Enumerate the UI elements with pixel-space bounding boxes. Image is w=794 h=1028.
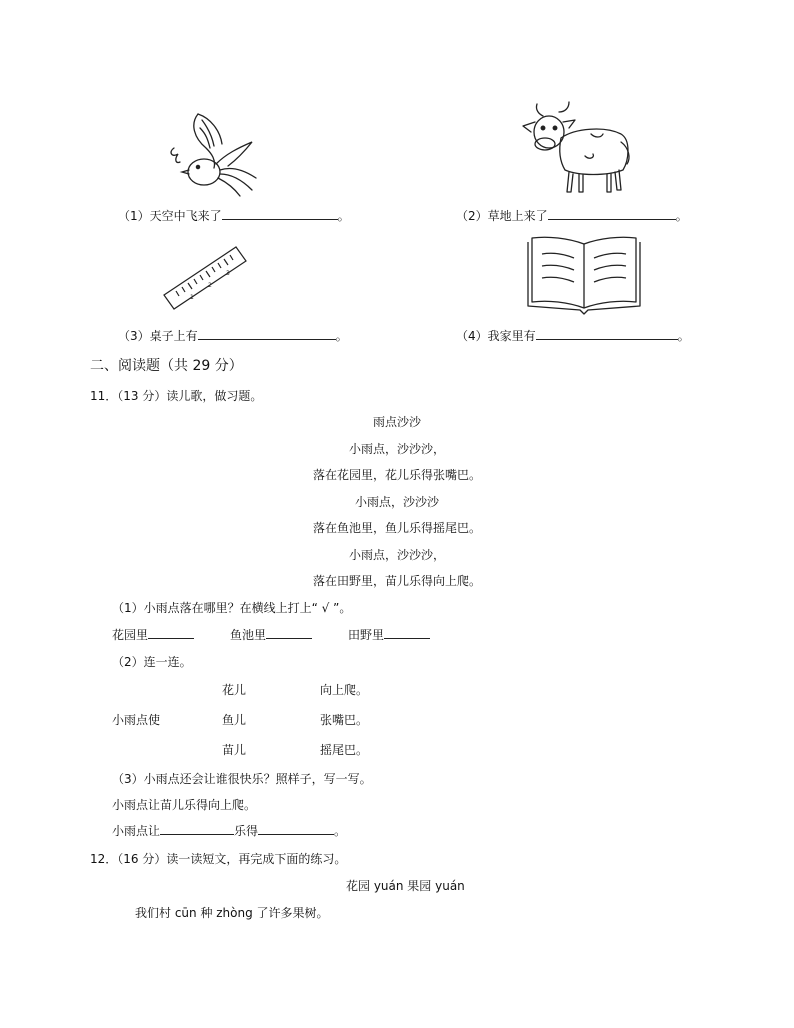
question-prompt: 草地上来了 (487, 209, 548, 223)
book-icon (524, 232, 644, 316)
picture-question-3: （3）桌子上有 。 (118, 329, 348, 343)
svg-text:1: 1 (190, 294, 194, 301)
svg-text:2: 2 (208, 282, 212, 289)
poem-title: 雨点沙沙 (372, 415, 421, 429)
answer-blank[interactable] (222, 208, 338, 220)
match-right-item[interactable]: 向上爬。 (320, 683, 369, 697)
svg-text:3: 3 (226, 270, 230, 277)
answer-blank[interactable] (536, 328, 678, 340)
match-left-item[interactable]: 花儿 (222, 683, 247, 697)
option-garden: 花园里 (112, 626, 194, 643)
answer-blank[interactable] (160, 823, 234, 835)
match-right-item[interactable]: 张嘴巴。 (320, 713, 369, 727)
sub-question-1-prompt: （1）小雨点落在哪里？在横线上打上“ √ ”。 (112, 601, 352, 615)
poem-line: 小雨点，沙沙沙 (354, 495, 439, 509)
poem-line: 落在花园里，花儿乐得张嘴巴。 (312, 468, 481, 482)
poem-line: 落在鱼池里，鱼儿乐得摇尾巴。 (312, 521, 481, 535)
match-left-item[interactable]: 苗儿 (222, 743, 247, 757)
poem-line: 落在田野里，苗儿乐得向上爬。 (312, 574, 481, 588)
answer-blank[interactable] (548, 208, 676, 220)
check-blank[interactable] (384, 627, 430, 639)
picture-question-2: （2）草地上来了 。 (456, 209, 688, 223)
question-prompt: 我家里有 (487, 329, 536, 343)
option-field: 田野里 (348, 626, 430, 643)
question-number: （2） (456, 209, 488, 223)
check-blank[interactable] (266, 627, 312, 639)
cow-icon (515, 98, 639, 198)
question-11-header: 11．（13 分）读儿歌，做习题。 (90, 389, 263, 403)
bird-icon (160, 108, 264, 200)
option-fishpond: 鱼池里 (230, 626, 312, 643)
answer-blank[interactable] (258, 823, 334, 835)
question-prompt: 天空中飞来了 (149, 209, 222, 223)
sub-question-3-prompt: （3）小雨点还会让谁很快乐？照样子，写一写。 (112, 772, 372, 786)
pinyin-note: 花园 yuán 果园 yuán (346, 879, 465, 893)
question-prompt: 桌子上有 (149, 329, 198, 343)
answer-blank[interactable] (198, 328, 336, 340)
poem-line: 小雨点，沙沙沙， (348, 442, 445, 456)
sub-question-2-prompt: （2）连一连。 (112, 655, 192, 669)
section-title: 二、阅读题（共 29 分） (90, 358, 243, 374)
question-number: （3） (118, 329, 150, 343)
match-left-item[interactable]: 鱼儿 (222, 713, 247, 727)
question-number: （1） (118, 209, 150, 223)
match-lead-text: 小雨点使 (112, 713, 161, 727)
question-12-header: 12．（16 分）读一读短文，再完成下面的练习。 (90, 852, 347, 866)
example-sentence: 小雨点让苗儿乐得向上爬。 (112, 798, 257, 812)
question-number: （4） (456, 329, 488, 343)
pattern-sentence: 小雨点让 乐得 。 (112, 824, 347, 838)
picture-question-1: （1）天空中飞来了 。 (118, 209, 350, 223)
picture-question-4: （4）我家里有 。 (456, 329, 690, 343)
match-right-item[interactable]: 摇尾巴。 (320, 743, 369, 757)
ruler-icon (160, 243, 250, 315)
check-blank[interactable] (148, 627, 194, 639)
poem-line: 小雨点，沙沙沙， (348, 548, 445, 562)
passage-line: 我们村 cūn 种 zhòng 了许多果树。 (135, 906, 329, 920)
